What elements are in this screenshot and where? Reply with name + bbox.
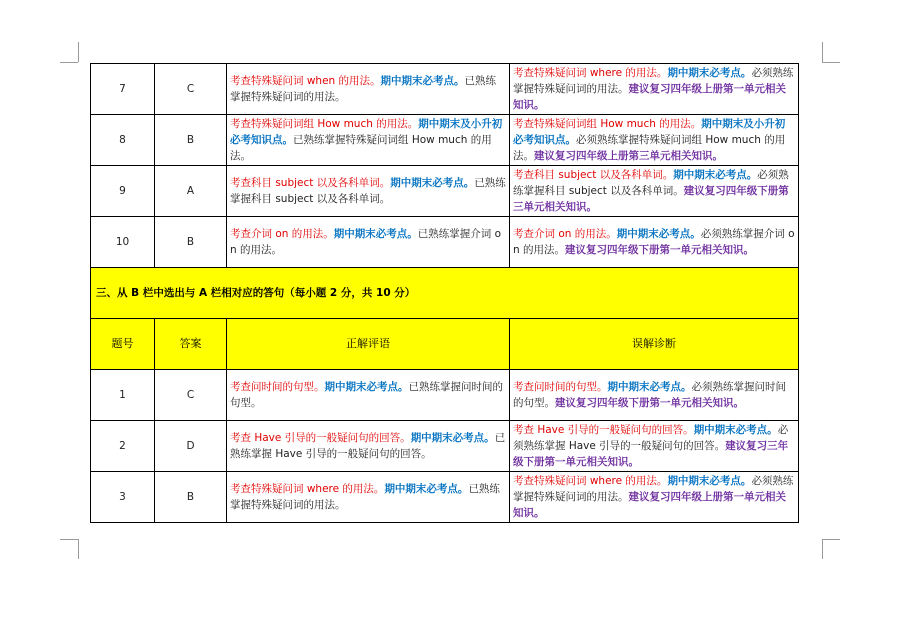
wrong-diagnosis — [510, 166, 799, 217]
topic-text: 考查特殊疑问词 where 的用法。 — [513, 67, 668, 79]
exam-point-text: 期中期末及小升初必考知识点。 — [513, 118, 786, 146]
answer-letter: C — [155, 64, 227, 115]
table-row — [91, 166, 799, 217]
mastery-text: 已熟练掌握 Have 引导的一般疑问句的回答。 — [230, 432, 506, 460]
table-row — [91, 64, 799, 115]
question-number: 9 — [91, 166, 155, 217]
mastery-text: 必须熟练掌握科目 subject 以及各科单词。 — [513, 169, 789, 197]
exam-point-text: 期中期末必考点。 — [693, 424, 778, 436]
mastery-text: 必须熟练掌握 Have 引导的一般疑问句的回答。 — [513, 424, 789, 452]
exam-point-text: 期中期末必考点。 — [667, 475, 752, 487]
header-row — [91, 319, 799, 370]
exam-point-text: 期中期末必考点。 — [384, 483, 469, 495]
correct-comment — [227, 421, 510, 472]
section-title: 三、从 B 栏中选出与 A 栏相对应的答句（每小题 2 分，共 10 分） — [91, 268, 799, 319]
answer-letter: B — [155, 217, 227, 268]
question-number: 2 — [91, 421, 155, 472]
header-answer: 答案 — [155, 319, 227, 370]
topic-text: 考查科目 subject 以及各科单词。 — [513, 169, 674, 181]
table-row — [91, 421, 799, 472]
answer-letter: D — [155, 421, 227, 472]
exam-point-text: 期中期末及小升初必考知识点。 — [230, 118, 503, 146]
question-number: 3 — [91, 472, 155, 523]
mastery-text: 必须熟练掌握特殊疑问词组 How much 的用法。 — [513, 134, 786, 162]
exam-point-text: 期中期末必考点。 — [607, 381, 692, 393]
wrong-diagnosis — [510, 115, 799, 166]
correct-comment — [227, 472, 510, 523]
topic-text: 考查介词 on 的用法。 — [230, 228, 334, 240]
review-suggestion-text: 建议复习四年级下册第一单元相关知识。 — [555, 397, 744, 409]
review-suggestion-text: 建议复习三年级下册第一单元相关知识。 — [513, 440, 789, 468]
header-wrong-diagnosis: 误解诊断 — [510, 319, 799, 370]
exam-point-text: 期中期末必考点。 — [667, 67, 752, 79]
table-row — [91, 115, 799, 166]
answer-analysis-table — [90, 63, 799, 523]
review-suggestion-text: 建议复习四年级上册第一单元相关知识。 — [513, 491, 786, 519]
topic-text: 考查科目 subject 以及各科单词。 — [230, 177, 391, 189]
wrong-diagnosis — [510, 472, 799, 523]
topic-text: 考查问时间的句型。 — [230, 381, 325, 393]
topic-text: 考查介词 on 的用法。 — [513, 228, 617, 240]
crop-mark-bottom-right-h — [822, 539, 840, 540]
correct-comment — [227, 115, 510, 166]
exam-point-text: 期中期末必考点。 — [616, 228, 701, 240]
crop-mark-top-right-v — [822, 42, 823, 62]
question-number: 8 — [91, 115, 155, 166]
crop-mark-bottom-left-v — [78, 539, 79, 559]
exam-point-text: 期中期末必考点。 — [390, 177, 475, 189]
exam-point-text: 期中期末必考点。 — [380, 75, 465, 87]
answer-letter: A — [155, 166, 227, 217]
review-suggestion-text: 建议复习四年级下册第三单元相关知识。 — [513, 185, 789, 213]
answer-letter: C — [155, 370, 227, 421]
answer-letter: B — [155, 472, 227, 523]
correct-comment — [227, 370, 510, 421]
mastery-text: 已熟练掌握特殊疑问词组 How much 的用法。 — [230, 134, 492, 162]
wrong-diagnosis — [510, 421, 799, 472]
topic-text: 考查特殊疑问词 where 的用法。 — [230, 483, 385, 495]
table-row — [91, 217, 799, 268]
wrong-diagnosis — [510, 64, 799, 115]
table-row — [91, 472, 799, 523]
mastery-text: 已熟练掌握特殊疑问词的用法。 — [230, 483, 500, 511]
topic-text: 考查特殊疑问词组 How much 的用法。 — [513, 118, 702, 130]
review-suggestion-text: 建议复习四年级上册第三单元相关知识。 — [534, 150, 723, 162]
section-heading-row — [91, 268, 799, 319]
mastery-text: 必须熟练掌握特殊疑问词的用法。 — [513, 475, 794, 503]
crop-mark-top-right-h — [822, 62, 840, 63]
mastery-text: 已熟练掌握特殊疑问词的用法。 — [230, 75, 497, 103]
mastery-text: 已熟练掌握问时间的句型。 — [230, 381, 503, 409]
topic-text: 考查特殊疑问词 where 的用法。 — [513, 475, 668, 487]
topic-text: 考查特殊疑问词组 How much 的用法。 — [230, 118, 419, 130]
exam-point-text: 期中期末必考点。 — [324, 381, 409, 393]
crop-mark-top-left-h — [60, 62, 78, 63]
mastery-text: 已熟练掌握介词 on 的用法。 — [230, 228, 502, 256]
correct-comment — [227, 64, 510, 115]
review-suggestion-text: 建议复习四年级上册第一单元相关知识。 — [513, 83, 786, 111]
review-suggestion-text: 建议复习四年级下册第一单元相关知识。 — [565, 244, 754, 256]
question-number: 10 — [91, 217, 155, 268]
wrong-diagnosis — [510, 370, 799, 421]
crop-mark-bottom-left-h — [60, 539, 78, 540]
topic-text: 考查特殊疑问词 when 的用法。 — [230, 75, 381, 87]
exam-point-text: 期中期末必考点。 — [410, 432, 495, 444]
answer-letter: B — [155, 115, 227, 166]
correct-comment — [227, 166, 510, 217]
mastery-text: 必须熟练掌握特殊疑问词的用法。 — [513, 67, 794, 95]
header-question-number: 题号 — [91, 319, 155, 370]
table-row — [91, 370, 799, 421]
mastery-text: 已熟练掌握科目 subject 以及各科单词。 — [230, 177, 506, 205]
topic-text: 考查 Have 引导的一般疑问句的回答。 — [513, 424, 694, 436]
mastery-text: 必须熟练掌握介词 on 的用法。 — [513, 228, 795, 256]
wrong-diagnosis — [510, 217, 799, 268]
crop-mark-top-left-v — [78, 42, 79, 62]
exam-point-text: 期中期末必考点。 — [673, 169, 758, 181]
topic-text: 考查 Have 引导的一般疑问句的回答。 — [230, 432, 411, 444]
exam-point-text: 期中期末必考点。 — [333, 228, 418, 240]
mastery-text: 必须熟练掌握问时间的句型。 — [513, 381, 786, 409]
correct-comment — [227, 217, 510, 268]
topic-text: 考查问时间的句型。 — [513, 381, 608, 393]
header-correct-comment: 正解评语 — [227, 319, 510, 370]
question-number: 7 — [91, 64, 155, 115]
question-number: 1 — [91, 370, 155, 421]
crop-mark-bottom-right-v — [822, 539, 823, 559]
